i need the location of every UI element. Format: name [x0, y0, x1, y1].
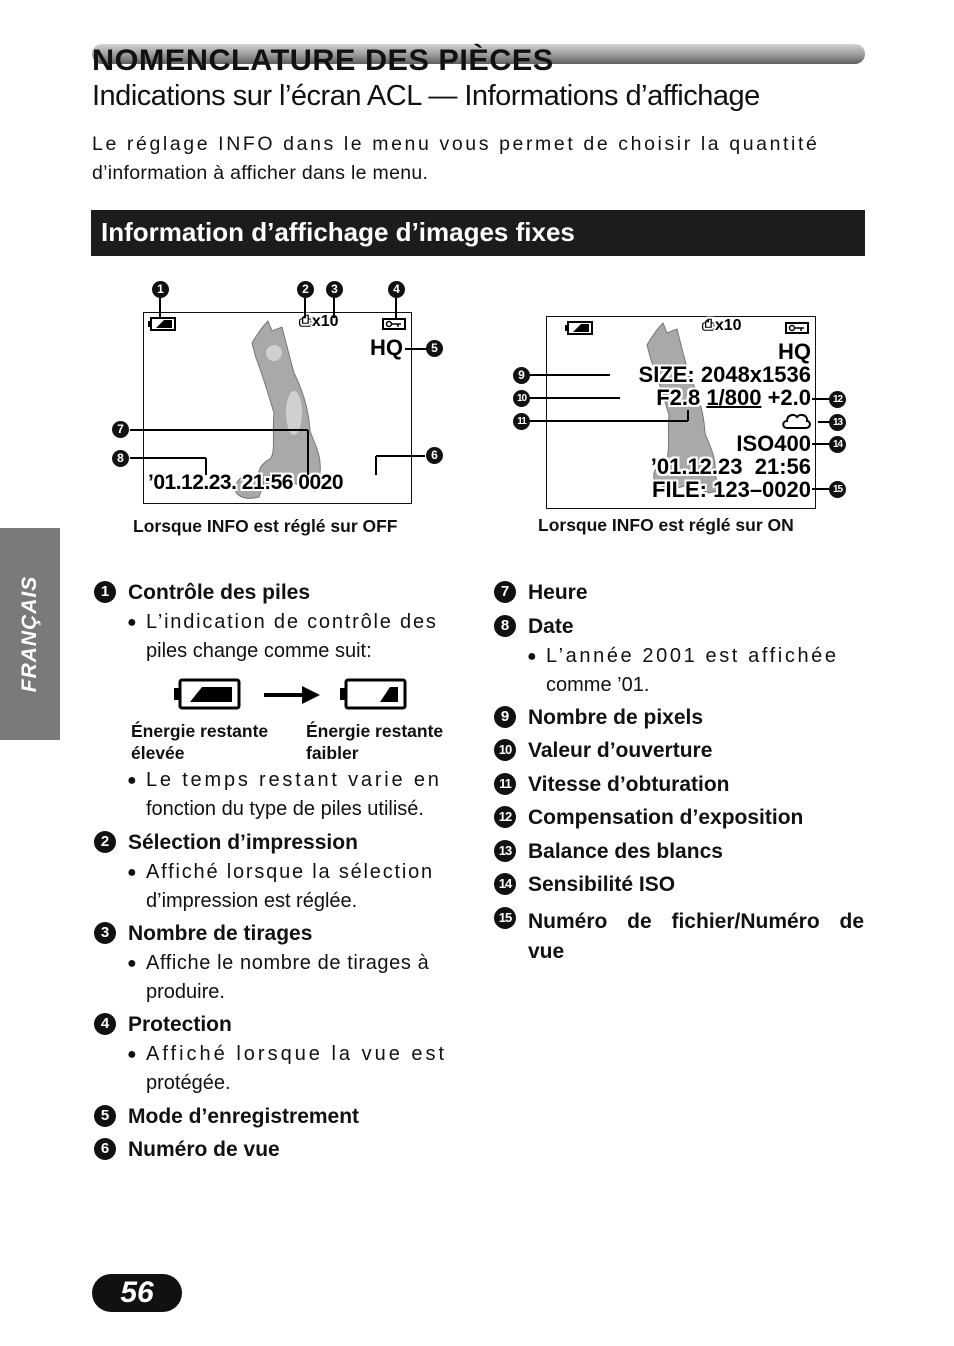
arrow-right-icon	[264, 684, 322, 706]
callout-11: 11	[513, 413, 530, 430]
item-10-number: 10	[494, 739, 516, 761]
item-8-desc: ● L’année 2001 est affichée comme ’01.	[527, 645, 839, 696]
item-12-number: 12	[494, 806, 516, 828]
image-size: SIZE: 2048x1536	[638, 362, 811, 387]
intro-paragraph	[92, 130, 865, 188]
item-7-number: 7	[494, 581, 516, 603]
item-2-title: Sélection d’impression	[128, 831, 358, 854]
item-2-number: 2	[94, 831, 116, 853]
callout-1: 1	[152, 281, 169, 298]
item-13-number: 13	[494, 840, 516, 862]
item-3-title: Nombre de tirages	[128, 922, 313, 945]
section-title: Information d’affichage d’images fixes	[91, 210, 865, 256]
item-1-desc-1: ● L’indication de contrôle des piles change comme suit:	[127, 611, 438, 662]
item-4-title: Protection	[128, 1013, 232, 1036]
file-number: FILE: 123–0020	[652, 477, 811, 502]
callout-5: 5	[426, 340, 443, 357]
print-selection-indicator: ⎙x10	[299, 313, 339, 330]
item-4-desc: ● Affiché lorsque la vue est protégée.	[127, 1043, 448, 1094]
callout-14: 14	[829, 436, 846, 453]
item-6-title: Numéro de vue	[128, 1138, 280, 1161]
date-time-frame: ’01.12.23. 21:56 0020	[148, 471, 344, 494]
item-1-title: Contrôle des piles	[128, 581, 311, 604]
callout-8: 8	[112, 450, 129, 467]
page-number: 56	[92, 1274, 182, 1312]
callout-10: 10	[513, 390, 530, 407]
callout-3: 3	[326, 281, 343, 298]
item-5-number: 5	[94, 1105, 116, 1127]
item-12-title: Compensation d’exposition	[528, 806, 804, 829]
battery-high-icon	[174, 678, 242, 712]
callout-5-leader	[405, 347, 427, 351]
print-selection-indicator: ⎙x10	[702, 317, 742, 334]
item-15-title: Numéro de fichier/Numéro de vue	[528, 910, 864, 963]
item-8-title: Date	[528, 615, 574, 638]
record-mode: HQ	[370, 335, 403, 360]
item-14-title: Sensibilité ISO	[528, 873, 676, 896]
page-title: NOMENCLATURE DES PIÈCES	[92, 44, 554, 77]
callout-lines-off	[100, 270, 460, 510]
language-tab: FRANÇAIS	[0, 528, 60, 740]
print-icon: ⎙	[702, 317, 715, 334]
battery-low-label: Énergie restante faibler	[306, 721, 444, 763]
callout-2: 2	[297, 281, 314, 298]
record-mode: HQ	[778, 339, 811, 364]
shutter-speed: 1/800	[706, 385, 762, 410]
item-7-title: Heure	[528, 581, 588, 604]
callout-9: 9	[513, 367, 530, 384]
callout-lines-on	[520, 360, 850, 500]
item-11-number: 11	[494, 773, 516, 795]
callout-6: 6	[426, 447, 443, 464]
item-14-number: 14	[494, 873, 516, 895]
intro-line-1: Le réglage INFO dans le menu vous permet de choisir la quantité	[92, 133, 820, 155]
date-time: ’01.12.23 21:56	[650, 454, 811, 479]
battery-high-label: Énergie restante élevée	[131, 721, 269, 763]
item-15-number: 15	[494, 907, 516, 929]
item-9-number: 9	[494, 706, 516, 728]
item-10-title: Valeur d’ouverture	[528, 739, 713, 762]
item-1-number: 1	[94, 581, 116, 603]
item-3-desc: ● Affiche le nombre de tirages à produire.	[127, 952, 430, 1003]
item-6-number: 6	[94, 1138, 116, 1160]
callout-12: 12	[829, 391, 846, 408]
item-9-title: Nombre de pixels	[528, 706, 704, 729]
protect-key-icon	[785, 322, 809, 334]
intro-line-2: d’information à afficher dans le menu.	[92, 162, 429, 184]
aperture-value: F2.8	[656, 385, 701, 410]
exposure-compensation: +2.0	[767, 385, 811, 410]
item-13-title: Balance des blancs	[528, 840, 723, 863]
page-subtitle: Indications sur l’écran ACL — Informations d’affichage	[92, 80, 760, 112]
caption-info-on: Lorsque INFO est réglé sur ON	[538, 515, 794, 535]
iso-value: ISO400	[736, 431, 811, 456]
item-4-number: 4	[94, 1013, 116, 1035]
callout-15: 15	[829, 481, 846, 498]
item-1-desc-2: ● Le temps restant varie en fonction du type de piles utilisé.	[127, 769, 442, 820]
callout-7: 7	[112, 421, 129, 438]
item-3-number: 3	[94, 922, 116, 944]
battery-icon	[565, 321, 593, 335]
battery-low-icon	[340, 678, 408, 712]
item-2-desc: ● Affiché lorsque la sélection d’impression est réglée.	[127, 861, 434, 912]
callout-13: 13	[829, 414, 846, 431]
print-icon: ⎙	[299, 313, 312, 330]
item-11-title: Vitesse d’obturation	[528, 773, 730, 796]
callout-4: 4	[388, 281, 405, 298]
caption-info-off: Lorsque INFO est réglé sur OFF	[133, 516, 398, 536]
item-5-title: Mode d’enregistrement	[128, 1105, 360, 1128]
item-8-number: 8	[494, 615, 516, 637]
